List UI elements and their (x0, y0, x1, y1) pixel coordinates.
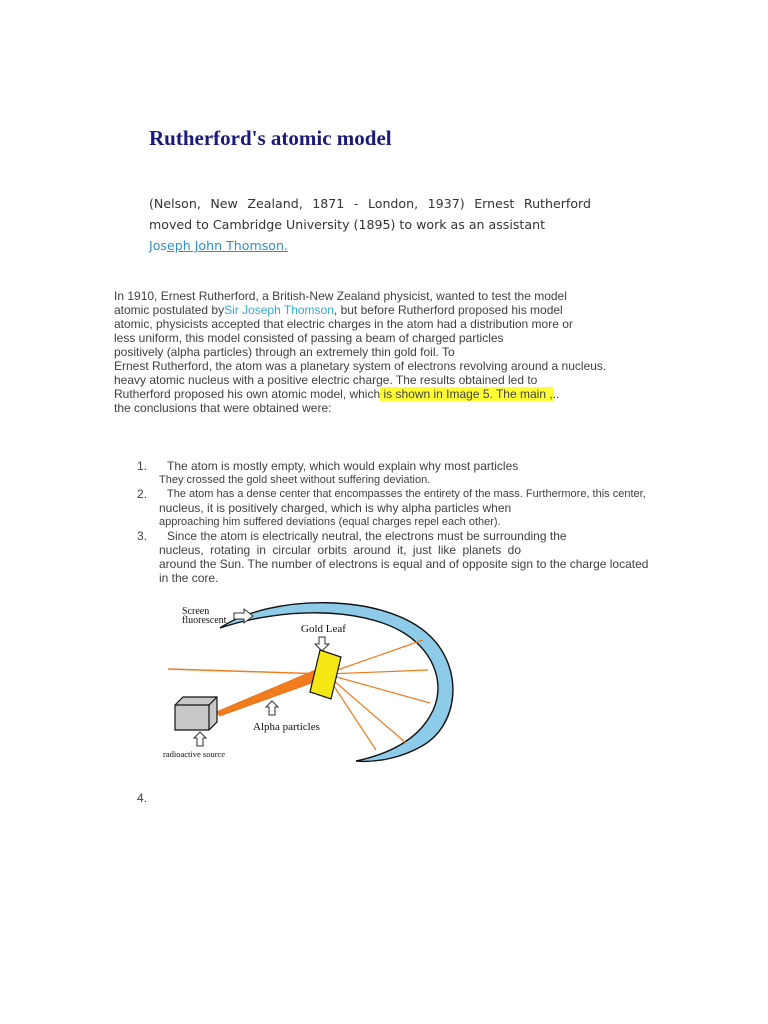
source-arrow-icon (194, 732, 206, 746)
paragraph-text: .. (552, 387, 560, 401)
alpha-arrow-icon (266, 701, 278, 715)
paragraph-line: heavy atomic nucleus with a positive electric charge. The results obtained led to (114, 373, 538, 387)
list-item-line: The atom is mostly empty, which would explain why most particles (167, 459, 519, 473)
paragraph-line (114, 303, 674, 317)
list-item-line: nucleus, rotating in circular orbits around it, just like planets do (159, 543, 521, 557)
alpha-particles-label: Alpha particles (253, 721, 320, 733)
beam-line (168, 669, 326, 674)
intro-line: (Nelson, New Zealand, 1871 - London, 1937) Ernest Rutherford (149, 196, 591, 211)
paragraph-line (114, 387, 674, 401)
list-item (137, 487, 677, 529)
paragraph-line: Ernest Rutherford, the atom was a planetary system of electrons revolving around a nucleus. (114, 359, 607, 373)
link-rest: eph John Thomson. (166, 238, 288, 253)
list-item (137, 459, 677, 487)
thomson-link[interactable] (149, 238, 288, 253)
screen-label: Screen (182, 606, 210, 617)
intro-line: moved to Cambridge University (1895) to work as an assistant (149, 217, 546, 232)
radioactive-source-label: radioactive source (163, 749, 226, 759)
radioactive-source-box (175, 697, 217, 730)
paragraph-line: less uniform, this model consisted of passing a beam of charged particles (114, 331, 504, 345)
list-item-line: nucleus, it is positively charged, which is why alpha particles when (159, 501, 512, 515)
beam-line (326, 670, 428, 674)
joseph-thomson-link[interactable]: Sir Joseph Thomson (224, 303, 334, 317)
paragraph-text: , but before Rutherford proposed his model (333, 303, 563, 317)
list-item-line: around the Sun. The number of electrons is equal and of opposite sign to the charge located (159, 557, 649, 571)
paragraph-text: atomic postulated by (114, 303, 225, 317)
highlighted-text: is shown in Image 5. The main , (380, 387, 553, 401)
list-item-line: approaching him suffered deviations (equal charges repel each other). (159, 516, 501, 528)
paragraph-text: Rutherford proposed his own atomic model, which (114, 387, 381, 401)
list-number: 3. (137, 529, 148, 543)
list-item (137, 529, 677, 585)
list-number: 2. (137, 487, 148, 501)
list-number: 1. (137, 459, 148, 473)
conclusions-list (137, 459, 677, 585)
intro-paragraph (149, 193, 591, 256)
list-item-line: in the core. (159, 571, 219, 585)
gold-leaf (310, 650, 341, 699)
list-number-4: 4. (137, 791, 148, 805)
list-item-line: They crossed the gold sheet without suffering deviation. (159, 474, 431, 486)
gold-leaf-arrow-icon (315, 637, 329, 651)
list-item-line: Since the atom is electrically neutral, the electrons must be surrounding the (167, 529, 567, 543)
paragraph-line: positively (alpha particles) through an extremely thin gold foil. To (114, 345, 455, 359)
gold-leaf-label: Gold Leaf (301, 623, 346, 635)
paragraph-line: In 1910, Ernest Rutherford, a British-New Zealand physicist, wanted to test the model (114, 289, 567, 303)
paragraph-line: atomic, physicists accepted that electric charges in the atom had a distribution more or (114, 317, 573, 331)
rutherford-experiment-diagram (160, 598, 460, 766)
beam-line (326, 674, 406, 743)
page-title: Rutherford's atomic model (149, 126, 392, 150)
link-prefix: Jos (149, 238, 167, 253)
intro-link-line (149, 235, 591, 256)
body-paragraph (114, 289, 674, 415)
list-item-line: The atom has a dense center that encompasses the entirety of the mass. Furthermore, this center, (167, 488, 646, 500)
paragraph-line: the conclusions that were obtained were: (114, 401, 332, 415)
screen-label: fluorescent (182, 615, 227, 626)
